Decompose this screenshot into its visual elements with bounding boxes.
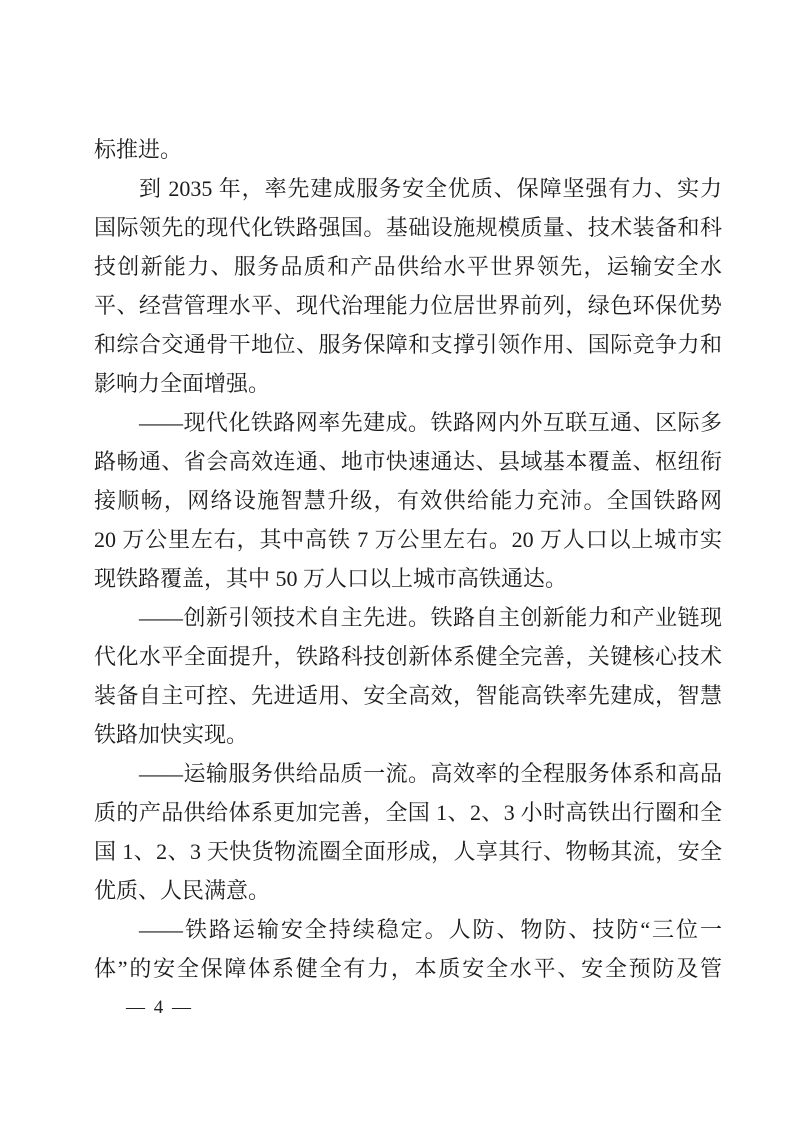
text-block xyxy=(94,130,722,988)
paragraph-lead-text: ——铁路运输安全持续稳定。 xyxy=(139,917,449,942)
text-line: 铁路加快实现。 xyxy=(94,722,249,747)
text-line: 体”的安全保障体系健全有力，本质安全水平、安全预防及管 xyxy=(94,956,722,981)
line-text: 高效率的全程服务体系和高品 xyxy=(430,761,722,786)
text-line: 现铁路覆盖，其中 50 万人口以上城市高铁通达。 xyxy=(94,566,568,591)
line-text: 铁路自主创新能力和产业链现 xyxy=(430,605,722,630)
text-line: 代化水平全面提升，铁路科技创新体系健全完善，关键核心技术 xyxy=(94,644,722,669)
text-line: 接顺畅，网络设施智慧升级，有效供给能力充沛。全国铁路网 xyxy=(94,488,722,513)
text-line: 路畅通、省会高效连通、地市快速通达、县域基本覆盖、枢纽衔 xyxy=(94,449,722,474)
paragraph-lead-text: ——现代化铁路网率先建成。 xyxy=(139,410,431,435)
text-line xyxy=(94,754,722,793)
text-line: 国际领先的现代化铁路强国。基础设施规模质量、技术装备和科 xyxy=(94,215,722,240)
text-line: 和综合交通骨干地位、服务保障和支撑引领作用、国际竞争力和 xyxy=(94,332,722,357)
text-line xyxy=(94,403,722,442)
paragraph-lead-text: ——创新引领技术自主先进。 xyxy=(139,605,431,630)
text-line: 20 万公里左右，其中高铁 7 万公里左右。20 万人口以上城市实 xyxy=(94,527,722,552)
text-line: 装备自主可控、先进适用、安全高效，智能高铁率先建成，智慧 xyxy=(94,683,722,708)
text-line xyxy=(94,910,722,949)
text-line xyxy=(94,598,722,637)
text-line: 国 1、2、3 天快货物流圈全面形成，人享其行、物畅其流，安全 xyxy=(94,839,722,864)
line-text: 人防、物防、技防“三位一 xyxy=(448,917,722,942)
text-line: 优质、人民满意。 xyxy=(94,878,271,903)
paragraph-lead-text: ——运输服务供给品质一流。 xyxy=(139,761,431,786)
line-text: 铁路网内外互联互通、区际多 xyxy=(430,410,722,435)
text-line: 平、经营管理水平、现代治理能力位居世界前列，绿色环保优势 xyxy=(94,293,722,318)
text-line: 技创新能力、服务品质和产品供给水平世界领先，运输安全水 xyxy=(94,254,722,279)
text-line: 到 2035 年，率先建成服务安全优质、保障坚强有力、实力 xyxy=(139,176,722,201)
text-line: 影响力全面增强。 xyxy=(94,371,271,396)
page-number: — 4 — xyxy=(126,997,193,1018)
text-line: 标推进。 xyxy=(94,137,183,162)
text-line: 质的产品供给体系更加完善，全国 1、2、3 小时高铁出行圈和全 xyxy=(94,800,722,825)
